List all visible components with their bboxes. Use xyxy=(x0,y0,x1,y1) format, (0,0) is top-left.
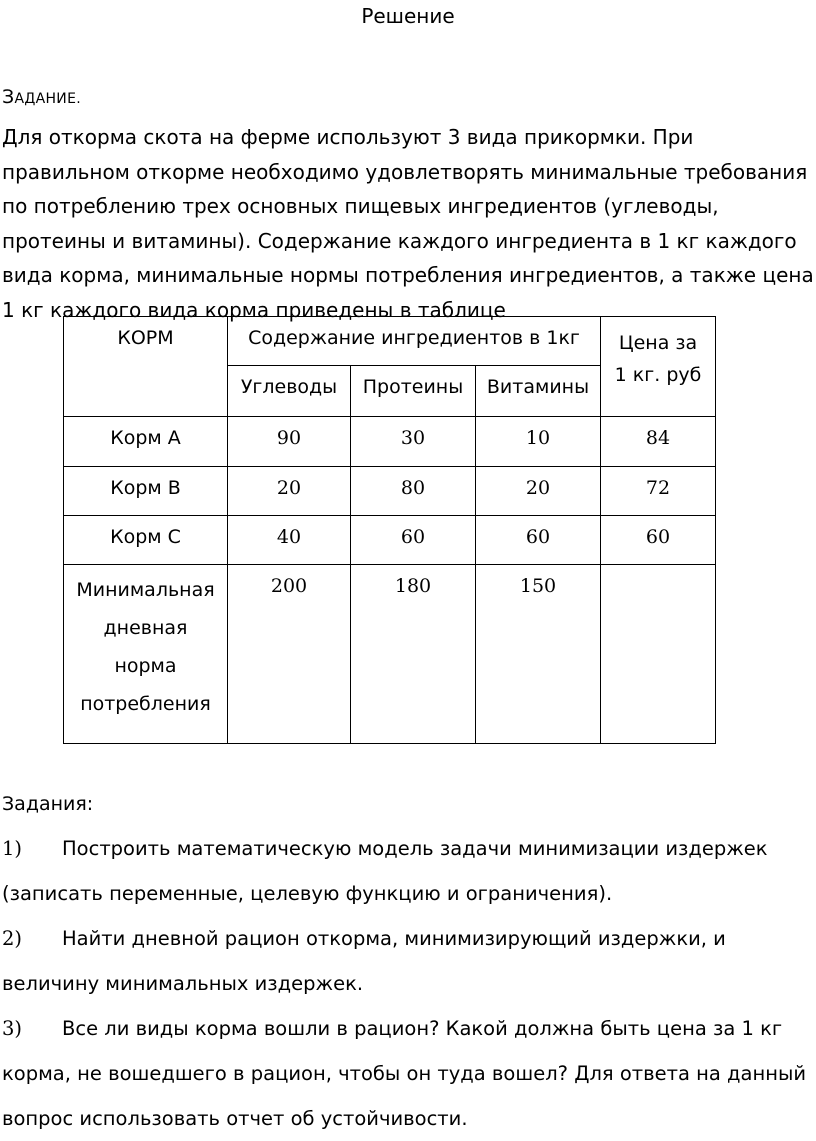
task-text: вопрос использовать отчет об устойчивости. xyxy=(2,1107,468,1130)
table-row xyxy=(64,417,716,467)
header-price-line: 1 кг. руб xyxy=(614,364,702,386)
cell-min-proteins: 180 xyxy=(351,565,476,744)
task-text: Построить математическую модель задачи минимизации издержек xyxy=(62,837,768,860)
cell-vitamins: 60 xyxy=(476,516,601,565)
tasks-list xyxy=(2,826,814,1141)
header-ingredients: Содержание ингредиентов в 1кг xyxy=(228,317,601,366)
row-feed-name: Корм А xyxy=(64,417,228,467)
section-heading-initial: З xyxy=(2,86,15,108)
statement-line: вида корма, минимальные нормы потребления ингредиентов, а также цена xyxy=(2,263,814,287)
task-number: 1) xyxy=(2,837,23,860)
minimum-label-line: норма xyxy=(114,655,177,677)
header-feed: КОРМ xyxy=(64,317,228,417)
statement-line: по потреблению трех основных пищевых ингредиентов (углеводы, xyxy=(2,194,719,218)
header-price xyxy=(601,317,716,417)
task-text: (записать переменные, целевую функцию и ограничения). xyxy=(2,882,613,905)
header-price-line: Цена за xyxy=(618,332,698,354)
table-row-minimum xyxy=(64,565,716,744)
task-line xyxy=(2,1096,814,1141)
task-text: величину минимальных издержек. xyxy=(2,972,364,995)
minimum-label-line: потребления xyxy=(80,693,211,715)
document-title: Решение xyxy=(361,4,455,28)
problem-statement xyxy=(2,120,814,327)
minimum-label-line: Минимальная xyxy=(76,579,215,601)
row-minimum-label xyxy=(64,565,228,744)
row-feed-name: Корм В xyxy=(64,467,228,516)
cell-proteins: 30 xyxy=(351,417,476,467)
statement-line: правильном откорме необходимо удовлетворять минимальные требования xyxy=(2,159,808,184)
task-number: 3) xyxy=(2,1017,23,1040)
task-number: 2) xyxy=(2,927,23,950)
table-row xyxy=(64,516,716,565)
cell-carbs: 40 xyxy=(228,516,351,565)
cell-min-carbs: 200 xyxy=(228,565,351,744)
cell-price: 72 xyxy=(601,467,716,516)
cell-vitamins: 20 xyxy=(476,467,601,516)
task-line xyxy=(2,871,814,916)
cell-min-vitamins: 150 xyxy=(476,565,601,744)
minimum-label-line: дневная xyxy=(103,617,188,639)
cell-proteins: 80 xyxy=(351,467,476,516)
header-proteins: Протеины xyxy=(351,366,476,417)
task-line xyxy=(2,1006,814,1051)
task-line xyxy=(2,916,814,961)
task-line xyxy=(2,961,814,1006)
task-text: Все ли виды корма вошли в рацион? Какой должна быть цена за 1 кг xyxy=(62,1017,783,1040)
cell-vitamins: 10 xyxy=(476,417,601,467)
cell-price: 84 xyxy=(601,417,716,467)
task-text: Найти дневной рацион откорма, минимизирующий издержки, и xyxy=(62,927,726,950)
cell-min-price xyxy=(601,565,716,744)
table-header-row xyxy=(64,317,716,366)
statement-line: протеины и витамины). Содержание каждого ингредиента в 1 кг каждого xyxy=(2,228,797,253)
feed-table xyxy=(63,316,716,744)
cell-carbs: 90 xyxy=(228,417,351,467)
header-carbs: Углеводы xyxy=(228,366,351,417)
cell-proteins: 60 xyxy=(351,516,476,565)
header-vitamins: Витамины xyxy=(476,366,601,417)
statement-line: Для откорма скота на ферме используют 3 вида прикормки. При xyxy=(2,125,694,149)
cell-carbs: 20 xyxy=(228,467,351,516)
section-heading xyxy=(2,86,81,108)
cell-price: 60 xyxy=(601,516,716,565)
task-line xyxy=(2,826,814,871)
tasks-heading: Задания: xyxy=(2,793,94,815)
statement-line: 1 кг каждого вида корма приведены в таблице xyxy=(2,297,506,322)
task-text: корма, не вошедшего в рацион, чтобы он туда вошел? Для ответа на данный xyxy=(2,1062,807,1085)
section-heading-rest: АДАНИЕ. xyxy=(14,91,81,107)
row-feed-name: Корм С xyxy=(64,516,228,565)
table-row xyxy=(64,467,716,516)
task-line xyxy=(2,1051,814,1096)
